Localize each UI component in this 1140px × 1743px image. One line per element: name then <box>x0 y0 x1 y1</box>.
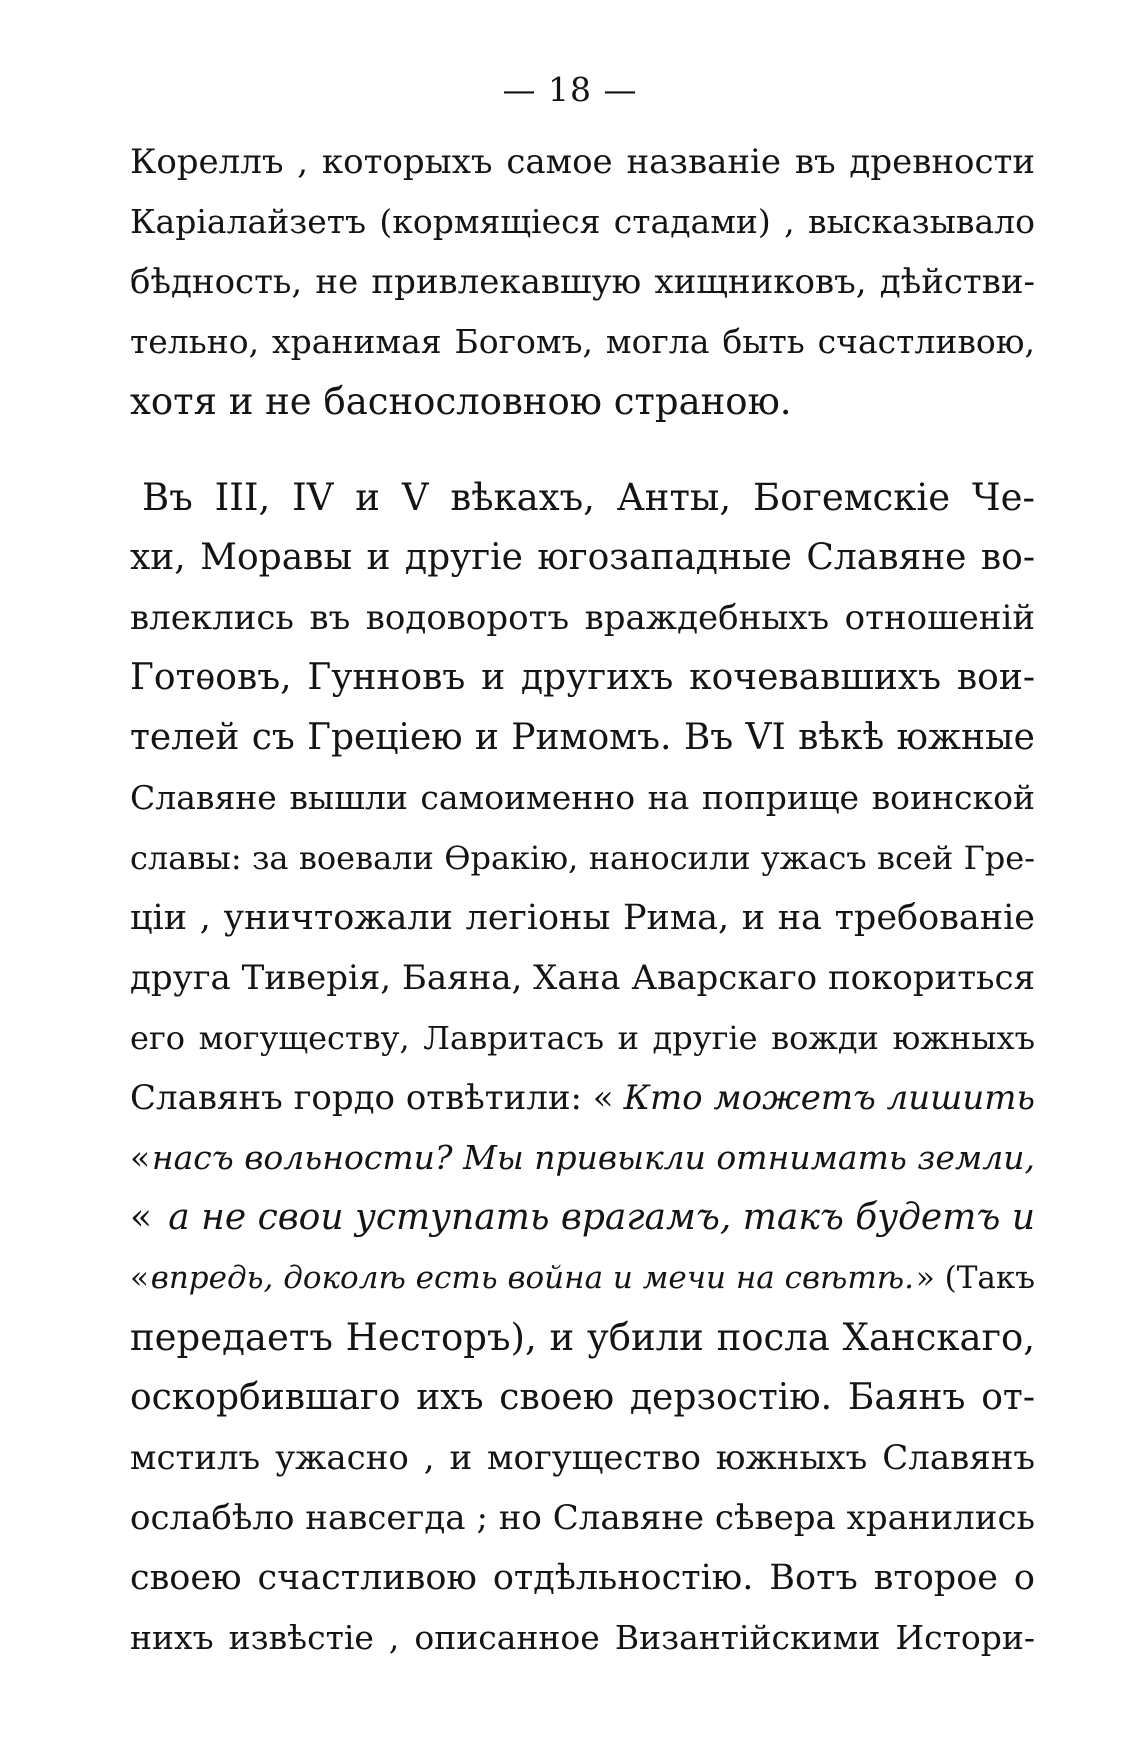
quote-roman-text: » (Такъ <box>915 1260 1035 1296</box>
quote-roman-text: « <box>130 1260 149 1296</box>
quote-line <box>130 1248 1035 1308</box>
text-line: передаетъ Несторъ), и убили посла Ханскаго, <box>130 1316 1035 1359</box>
text-line: бѣдность, не привлекавшую хищниковъ, дѣйстви- <box>130 262 1035 302</box>
text-line: Готѳовъ, Гунновъ и другихъ кочевавшихъ вои- <box>130 657 1035 698</box>
text-line: Въ III, IV и V вѣкахъ, Анты, Богемскіе Че- <box>142 476 1035 519</box>
quote-roman-text: Славянъ гордо отвѣтили: « <box>130 1078 614 1118</box>
text-line: хотя и не баснословною страною. <box>130 380 792 423</box>
text-line: Каріалайзетъ (кормящіеся стадами) , высказывало <box>130 202 1035 241</box>
paragraph-1 <box>130 132 1035 432</box>
quote-italic-text: а не свои уступать врагамъ, такъ будетъ и <box>168 1197 1035 1238</box>
quote-line <box>130 1068 1035 1128</box>
paragraph-2 <box>130 468 1035 1668</box>
quote-roman-text: « <box>130 1138 151 1177</box>
text-line: ціи , уничтожали легіоны Рима, и на требованіе <box>130 898 1035 938</box>
quote-italic-text: насъ вольности? Мы привыкли отнимать земли, <box>151 1138 1035 1177</box>
quote-line <box>130 1188 1035 1248</box>
quote-italic-text: Кто можетъ лишить <box>623 1078 1035 1118</box>
page-number: — 18 — <box>502 70 638 109</box>
text-line: мстилъ ужасно , и могущество южныхъ Славянъ <box>130 1438 1035 1478</box>
text-line: Кореллъ , которыхъ самое названіе въ древности <box>130 142 1035 182</box>
text-line: своею счастливою отдѣльностію. Вотъ второе о <box>130 1558 1035 1598</box>
quote-roman-text: « <box>130 1197 153 1238</box>
text-line: нихъ извѣстіе , описанное Византійскими Истори- <box>130 1618 1035 1657</box>
text-line: хи, Моравы и другіе югозападные Славяне во- <box>130 537 1035 578</box>
text-line: влеклись въ водоворотъ враждебныхъ отношеній <box>130 598 1035 638</box>
text-line: оскорбившаго ихъ своею дерзостію. Баянъ от- <box>130 1377 1035 1418</box>
text-line: телей съ Греціею и Римомъ. Въ VI вѣкѣ южные <box>130 717 1035 758</box>
text-line: Славяне вышли самоименно на поприще воинской <box>130 778 1035 817</box>
quote-italic-text: впредь, доколѣ есть война и мечи на свѣтѣ. <box>150 1260 914 1296</box>
quote-line <box>130 1128 1035 1188</box>
text-line: славы: за воевали Ѳракію, наносили ужасъ всей Гре- <box>130 839 1035 877</box>
text-line: его могуществу, Лавритасъ и другіе вожди южныхъ <box>130 1019 1035 1057</box>
text-line: друга Тиверія, Баяна, Хана Аварскаго покориться <box>130 958 1036 998</box>
text-line: ослабѣло навсегда ; но Славяне сѣвера хранились <box>130 1498 1035 1538</box>
text-line: тельно, хранимая Богомъ, могла быть счастливою, <box>130 322 1035 361</box>
